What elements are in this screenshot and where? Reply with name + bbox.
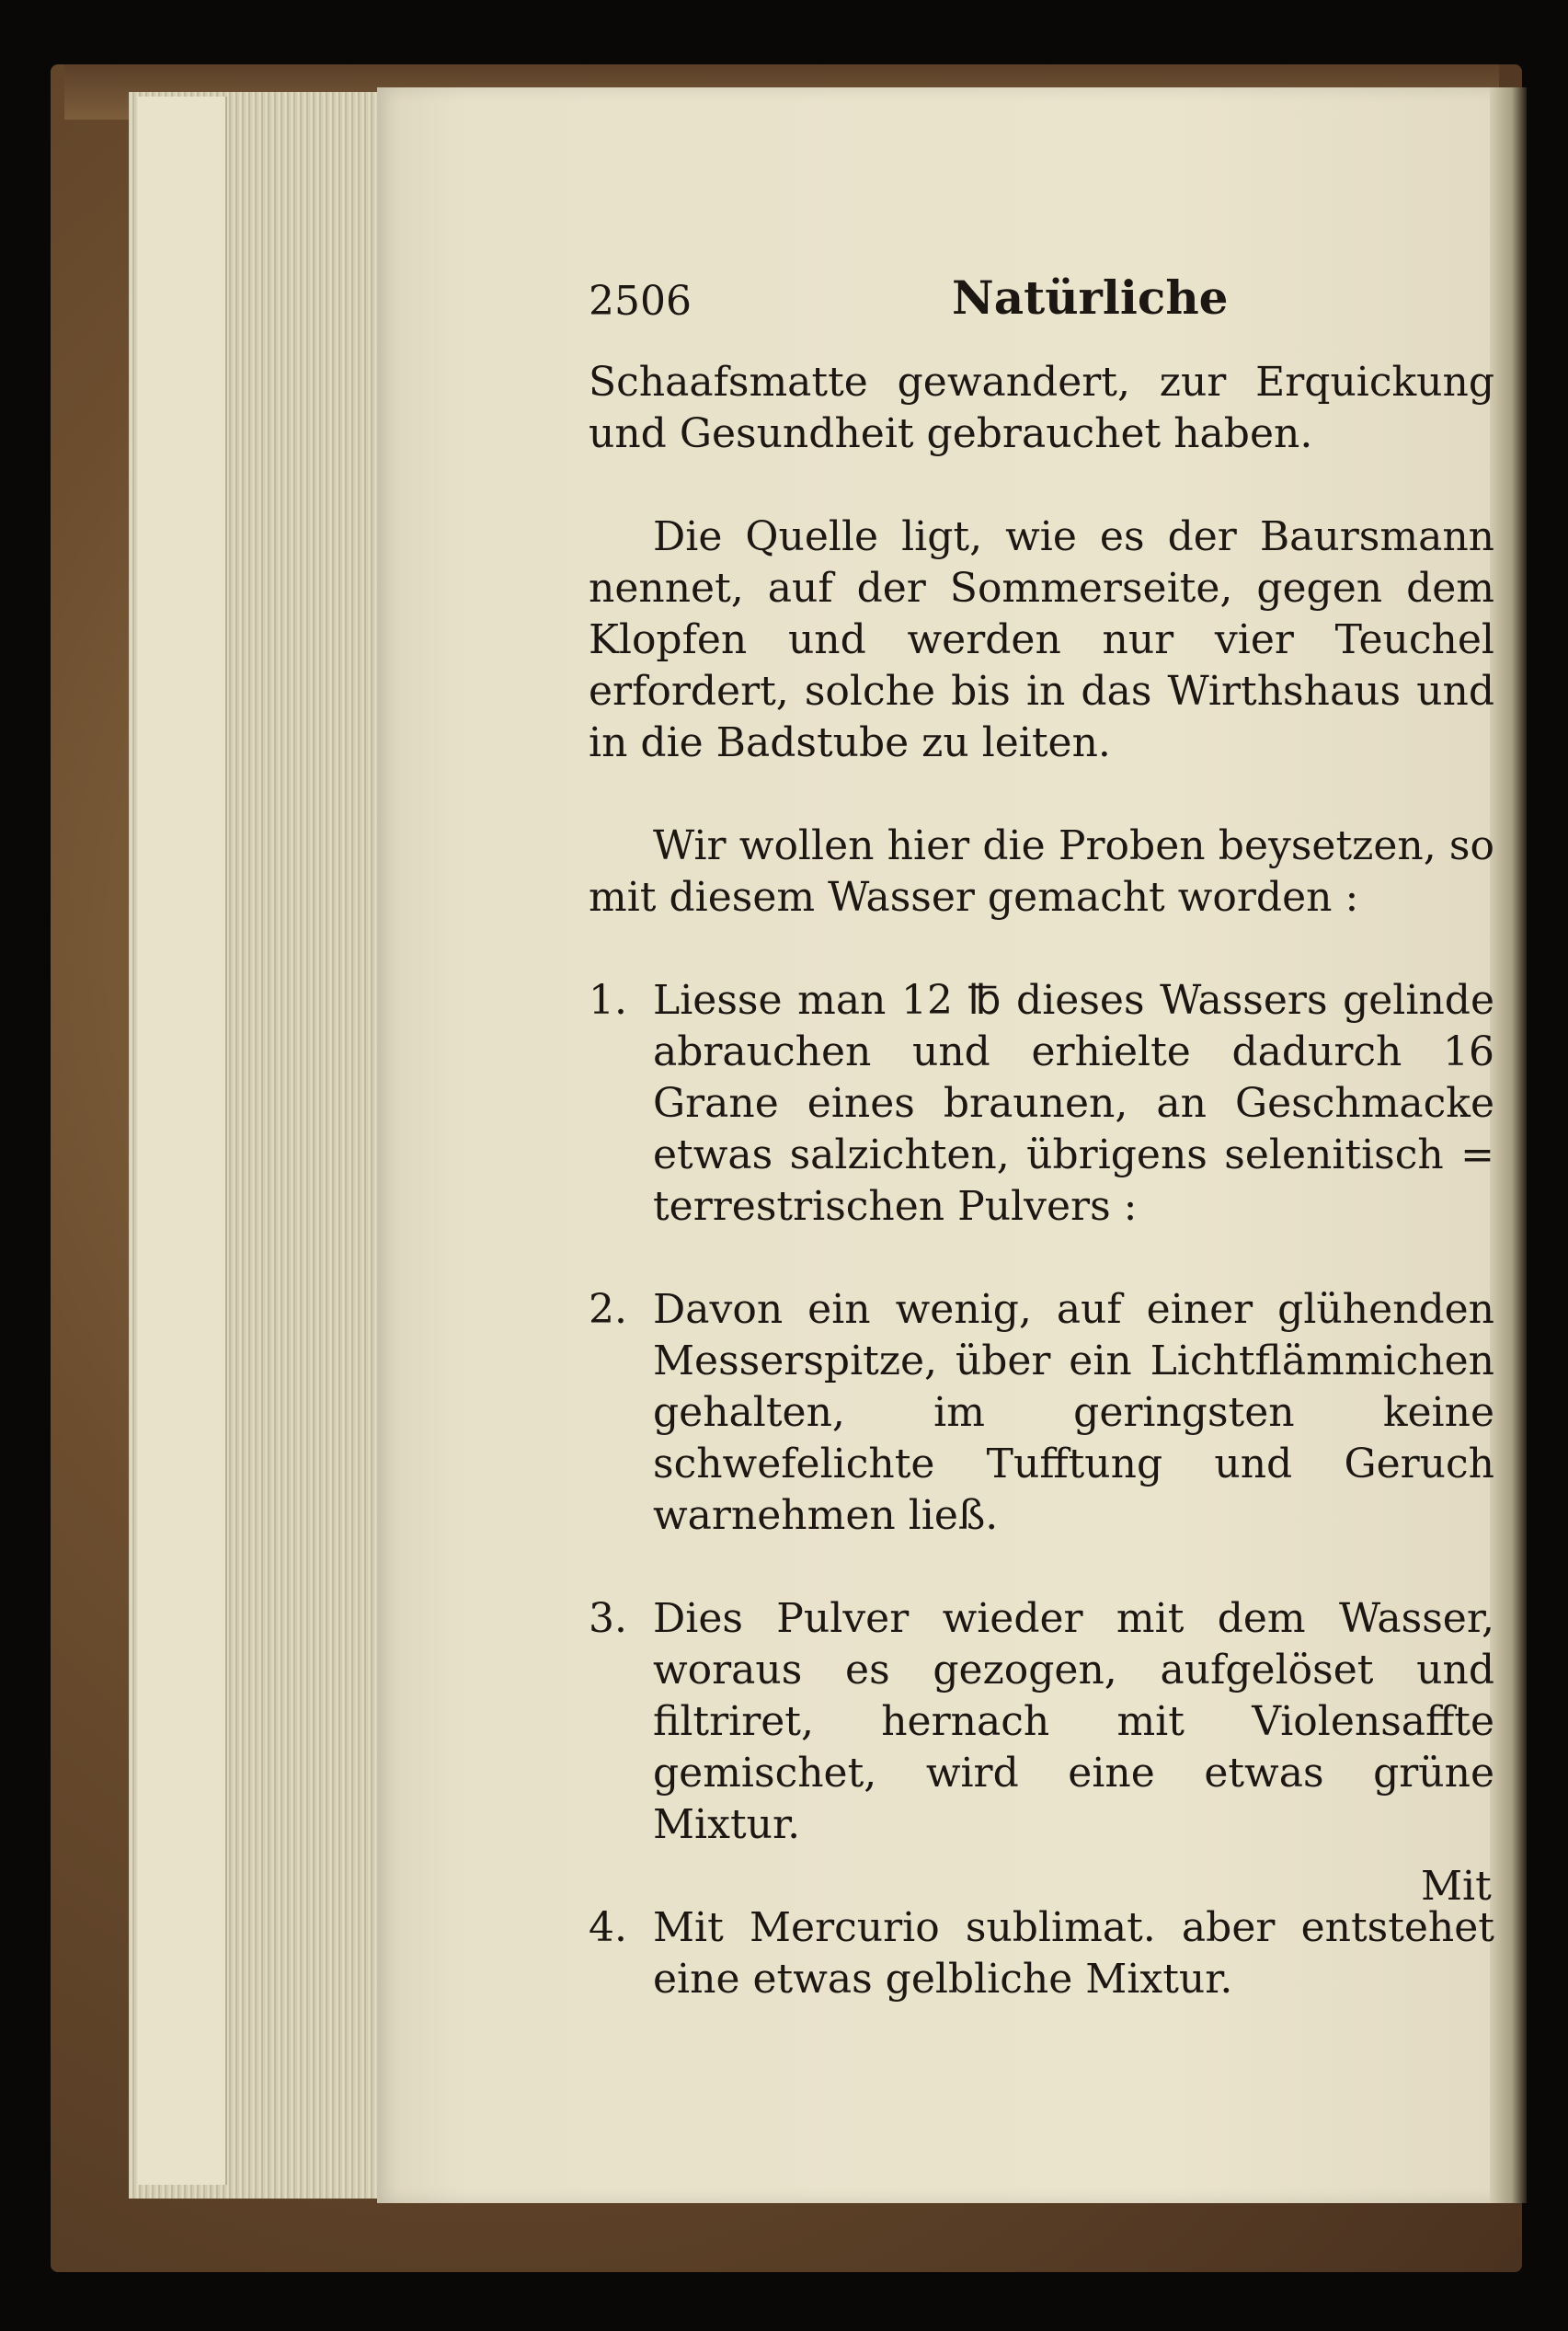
list-item-text: Liesse man 12 ℔ dieses Wassers gelinde abrauchen und erhielte dadurch 16 Grane eines braunen, an Geschmacke etwas salzichten, übrigens selenitisch = terrestrischen Pulvers : [653,977,1494,1230]
list-item [589,975,1494,1233]
page-gutter [1490,87,1527,2203]
page-number: 2506 [589,278,692,325]
list-item [589,1902,1494,2005]
list-item-number: 2. [589,1286,627,1333]
paragraph-intro: Wir wollen hier die Proben beysetzen, so mit diesem Wasser gemacht worden : [589,822,1494,921]
list-item-number: 4. [589,1904,627,1951]
running-head: Natürliche [952,270,1229,325]
page-text-block [589,267,1494,2057]
list-item [589,1593,1494,1851]
catchword: Mit [1421,1863,1492,1910]
list-item-text: Davon ein wenig, auf einer glühenden Messerspitze, über ein Lichtflämmichen gehalten, im geringsten keine schwefelichte Tufftung und Geruch warnehmen ließ. [653,1286,1494,1539]
list-item-number: 1. [589,977,627,1024]
flyleaf-edge [138,97,227,2185]
page-header [589,267,1494,331]
list-item [589,1284,1494,1542]
paragraph-source: Die Quelle ligt, wie es der Baursmann nennet, auf der Sommerseite, gegen dem Klopfen und werden nur vier Teuchel erfordert, solche bis in das Wirthshaus und in die Badstube zu leiten. [589,513,1494,766]
paragraph-continuation: Schaafsmatte gewandert, zur Erquickung und Gesundheit gebrauchet haben. [589,359,1494,457]
list-item-text: Mit Mercurio sublimat. aber entstehet eine etwas gelbliche Mixtur. [653,1904,1494,2003]
list-item-text: Dies Pulver wieder mit dem Wasser, woraus es gezogen, aufgelöset und filtriret, hernach mit Violensaffte gemischet, wird eine etwas grüne Mixtur. [653,1595,1494,1848]
list-item-number: 3. [589,1595,627,1642]
